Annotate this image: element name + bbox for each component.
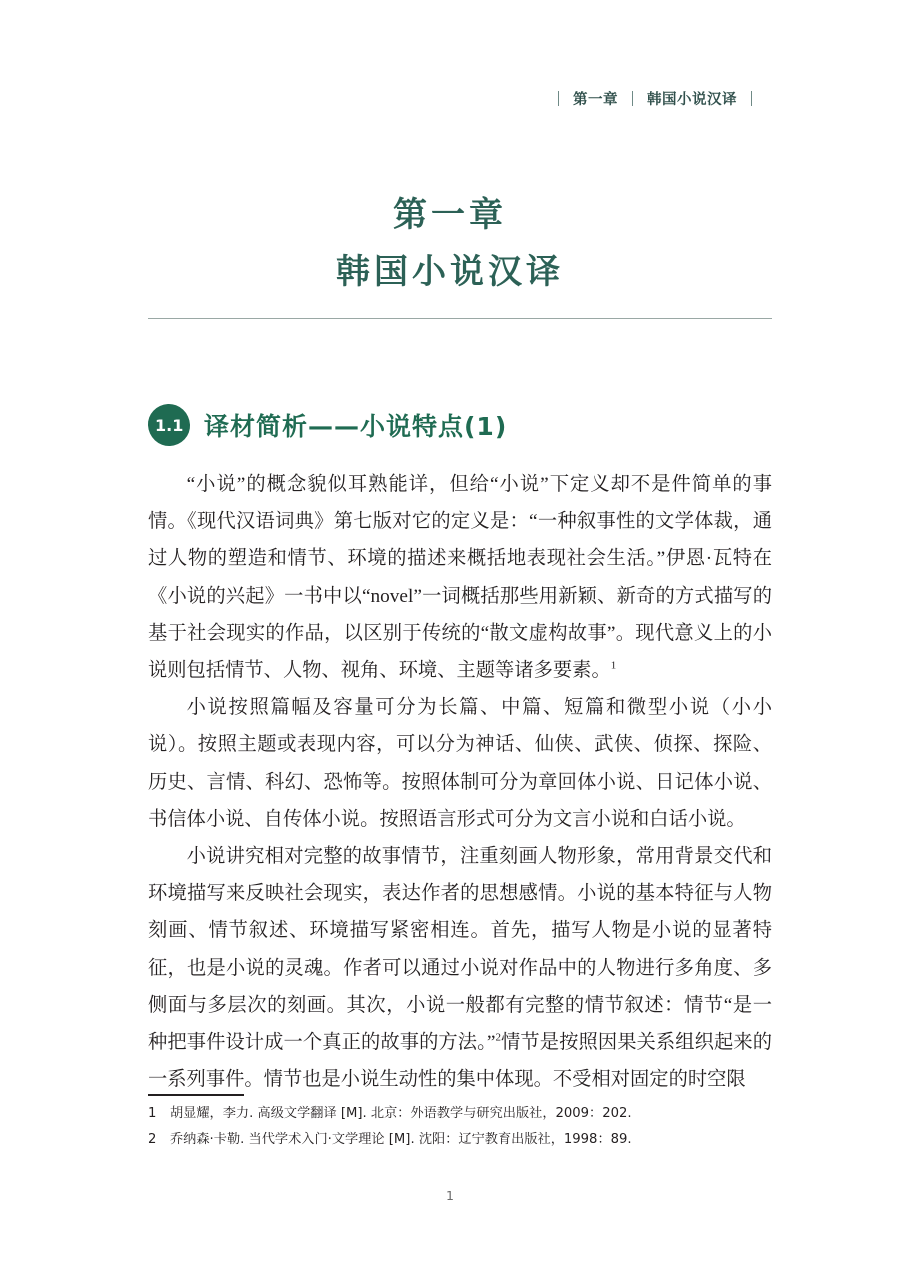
title-divider xyxy=(148,318,772,319)
running-head-divider-left xyxy=(558,91,559,106)
footnote-text: 胡显耀，李力. 高级文学翻译 [M]. 北京：外语教学与研究出版社，2009：202. xyxy=(170,1106,632,1121)
footnote-text: 乔纳森·卡勒. 当代学术入门·文学理论 [M]. 沈阳：辽宁教育出版社，1998：89. xyxy=(170,1132,632,1147)
footnote-number: 2 xyxy=(148,1132,157,1147)
paragraph-1-text: “小说”的概念貌似耳熟能详，但给“小说”下定义却不是件简单的事情。《现代汉语词典》第七版对它的定义是：“一种叙事性的文学体裁，通过人物的塑造和情节、环境的描述来概括地表现社会生活。”伊恩·瓦特在《小说的兴起》一书中以“novel”一词概括那些用新颖、新奇的方式描写的基于社会现实的作品，以区别于传统的“散文虚构故事”。现代意义上的小说则包括情节、人物、视角、环境、主题等诸多要素。 xyxy=(148,474,772,682)
section-number-badge xyxy=(147,403,191,447)
paragraph-1 xyxy=(148,466,772,689)
running-head-chapter-label: 第一章 xyxy=(573,92,618,108)
paragraph-3-tail: 情节是按照因果关系组织起来的一系列事件。情节也是小说生动性的集中体现。不受相对固定的时空限 xyxy=(148,1032,773,1091)
chapter-number: 第一章 xyxy=(393,195,507,235)
paragraph-3-text: 小说讲究相对完整的故事情节，注重刻画人物形象，常用背景交代和环境描写来反映社会现实，表达作者的思想感情。小说的基本特征与人物刻画、情节叙述、环境描写紧密相连。首先，描写人物是小说的显著特征，也是小说的灵魂。作者可以通过小说对作品中的人物进行多角度、多侧面与多层次的刻画。其次，小说一般都有完整的情节叙述：情节“是一种把事件设计成一个真正的故事的方法。” xyxy=(148,846,772,1054)
chapter-name: 韩国小说汉译 xyxy=(336,252,564,292)
paragraph-2: 小说按照篇幅及容量可分为长篇、中篇、短篇和微型小说（小小说）。按照主题或表现内容，可以分为神话、仙侠、武侠、侦探、探险、历史、言情、科幻、恐怖等。按照体制可分为章回体小说、日记体小说、书信体小说、自传体小说。按照语言形式可分为文言小说和白话小说。 xyxy=(148,697,772,830)
section-heading xyxy=(148,404,507,446)
running-head-divider-mid xyxy=(632,91,633,106)
footnote-item xyxy=(148,1101,788,1127)
page-number: 1 xyxy=(446,1188,454,1203)
footnote-item xyxy=(148,1127,788,1153)
chapter-title-block xyxy=(0,190,900,298)
footnote-list xyxy=(148,1101,788,1153)
running-head-divider-right xyxy=(751,91,752,106)
section-number: 1.1 xyxy=(154,415,184,435)
body-text xyxy=(148,466,772,1098)
footnote-marker-2[interactable]: 2 xyxy=(495,1031,501,1044)
running-head xyxy=(558,88,752,109)
running-head-chapter-title: 韩国小说汉译 xyxy=(647,92,737,108)
footnote-separator xyxy=(148,1094,244,1096)
footnote-marker-1[interactable]: 1 xyxy=(610,659,617,672)
footnote-number: 1 xyxy=(148,1106,157,1121)
paragraph-3 xyxy=(148,838,772,1098)
section-title: 译材简析——小说特点(1) xyxy=(204,412,508,441)
